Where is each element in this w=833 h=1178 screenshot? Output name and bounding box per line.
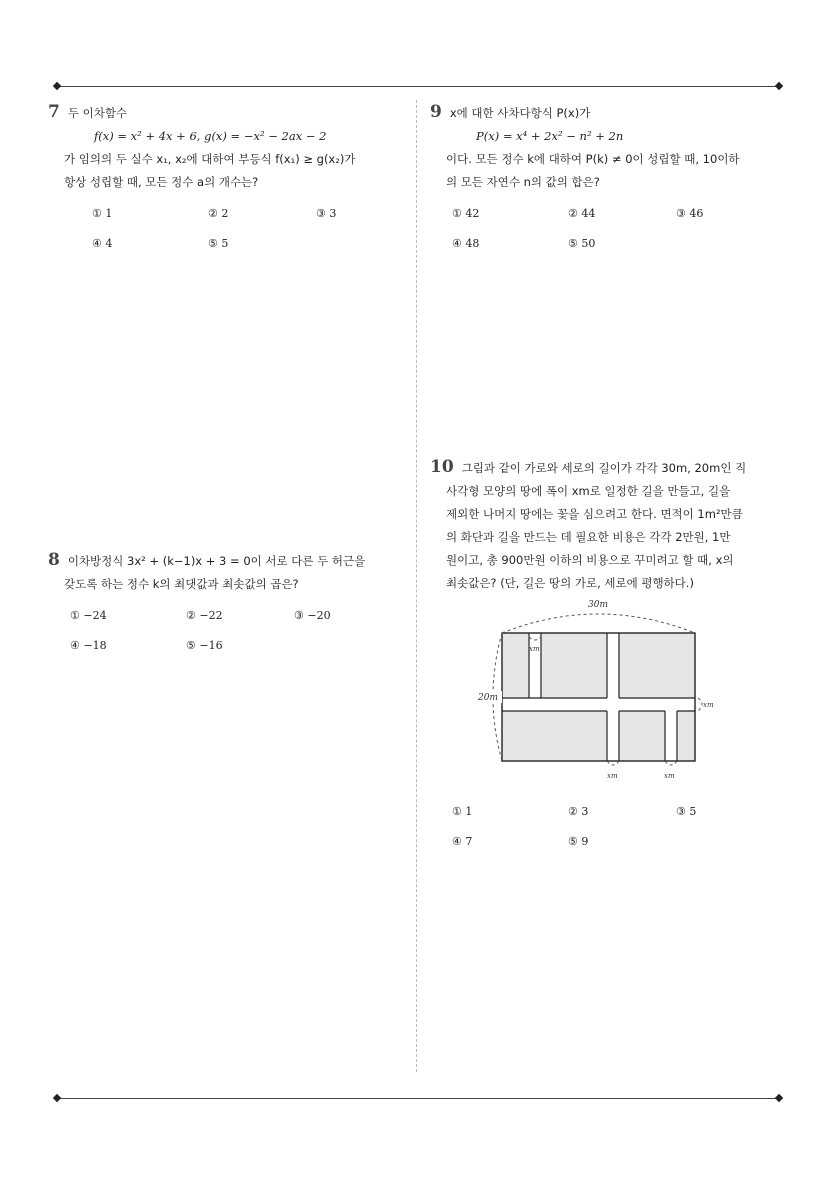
answer-choice[interactable]: ② 3	[568, 805, 589, 818]
width-label: 30m	[588, 600, 608, 610]
answer-choice[interactable]: ③ 5	[676, 805, 697, 818]
problem-text: 의 화단과 길을 만드는 데 필요한 비용은 각각 2만원, 1만	[446, 530, 731, 544]
height-label: 20m	[478, 693, 498, 703]
problem-text: 그림과 같이 가로와 세로의 길이가 각각 30m, 20m인 직	[461, 461, 747, 475]
bottom-rule	[57, 1098, 779, 1099]
problem-text: 가 임의의 두 실수 x₁, x₂에 대하여 부등식 f(x₁) ≥ g(x₂)가	[64, 152, 356, 166]
answer-choice[interactable]: ⑤ 50	[568, 237, 596, 250]
answer-choice[interactable]: ③ 3	[316, 207, 337, 220]
problem-text: 의 모든 자연수 n의 값의 합은?	[446, 175, 600, 189]
answer-choice[interactable]: ① 1	[92, 207, 113, 220]
problem-text: 최솟값은? (단, 길은 땅의 가로, 세로에 평행하다.)	[446, 576, 694, 590]
problem-7	[48, 101, 398, 262]
problem-text: 두 이차함수	[67, 106, 128, 120]
road-width-label: xm	[607, 772, 618, 780]
problem-text: 이차방정식 3x² + (k−1)x + 3 = 0이 서로 다른 두 허근을	[67, 554, 366, 568]
problem-text: 사각형 모양의 땅에 폭이 xm로 일정한 길을 만들고, 길을	[446, 484, 731, 498]
answer-choice[interactable]: ① 42	[452, 207, 480, 220]
problem-number: 9	[430, 102, 442, 122]
problem-text: 갖도록 하는 정수 k의 최댓값과 최솟값의 곱은?	[64, 577, 299, 591]
problem-number: 10	[430, 457, 454, 477]
problem-10	[430, 456, 780, 595]
answer-choice[interactable]: ② 44	[568, 207, 596, 220]
problem-8	[48, 549, 398, 664]
problem-text: 원이고, 총 900만원 이하의 비용으로 꾸미려고 할 때, x의	[446, 553, 734, 567]
top-rule	[57, 86, 779, 87]
answer-choice[interactable]: ① −24	[70, 609, 107, 622]
answer-choice[interactable]: ⑤ 5	[208, 237, 229, 250]
answer-choice[interactable]: ② 2	[208, 207, 229, 220]
answer-choice[interactable]: ③ 46	[676, 207, 704, 220]
column-divider	[416, 100, 417, 1072]
problem-text: 항상 성립할 때, 모든 정수 a의 개수는?	[64, 175, 259, 189]
problem-text: 제외한 나머지 땅에는 꽃을 심으려고 한다. 면적이 1m²만큼	[446, 507, 743, 521]
answer-choice[interactable]: ⑤ 9	[568, 835, 589, 848]
road-width-label: xm	[529, 645, 540, 653]
answer-choice[interactable]: ① 1	[452, 805, 473, 818]
problem-formula: f(x) = x² + 4x + 6, g(x) = −x² − 2ax − 2	[94, 129, 327, 143]
problem-number: 7	[48, 102, 60, 122]
problem-formula: P(x) = x⁴ + 2x² − n² + 2n	[476, 129, 624, 143]
road-width-label: xm	[703, 701, 714, 709]
answer-choice[interactable]: ④ −18	[70, 639, 107, 652]
problem-number: 8	[48, 550, 60, 570]
answer-choice[interactable]: ③ −20	[294, 609, 331, 622]
answer-choice[interactable]: ④ 4	[92, 237, 113, 250]
problem-10-choices	[430, 800, 780, 860]
problem-9	[430, 101, 780, 262]
answer-choice[interactable]: ② −22	[186, 609, 223, 622]
problem-text: 이다. 모든 정수 k에 대하여 P(k) ≠ 0이 성립할 때, 10이하	[446, 152, 740, 166]
answer-choice[interactable]: ④ 48	[452, 237, 480, 250]
garden-figure	[470, 595, 730, 795]
problem-text: x에 대한 사차다항식 P(x)가	[449, 106, 591, 120]
road-width-label: xm	[664, 772, 675, 780]
answer-choice[interactable]: ④ 7	[452, 835, 473, 848]
answer-choice[interactable]: ⑤ −16	[186, 639, 223, 652]
